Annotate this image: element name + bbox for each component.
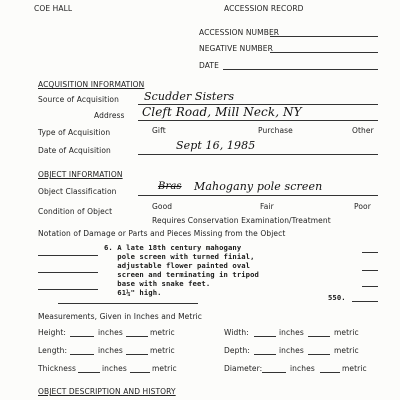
width-inches-label: inches	[279, 328, 304, 337]
source-value[interactable]: Scudder Sisters	[144, 90, 235, 103]
condition-option-fair[interactable]: Fair	[260, 202, 274, 211]
length-metric-label: metric	[150, 346, 175, 355]
height-inches-field[interactable]	[70, 336, 94, 337]
type-label: Type of Acquisition	[38, 128, 111, 137]
damage-label: Notation of Damage or Parts and Pieces Missing from the Object	[38, 229, 286, 238]
width-metric-label: metric	[334, 328, 359, 337]
thickness-metric-label: metric	[152, 364, 177, 373]
address-line	[138, 120, 378, 121]
damage-blank-line-6[interactable]	[362, 270, 378, 271]
damage-blank-line-5[interactable]	[362, 252, 378, 253]
damage-blank-line-4[interactable]	[58, 303, 198, 304]
diameter-metric-label: metric	[342, 364, 367, 373]
thickness-metric-field[interactable]	[130, 372, 150, 373]
diameter-inches-label: inches	[290, 364, 315, 373]
description-section-title: OBJECT DESCRIPTION AND HISTORY	[38, 387, 176, 396]
diameter-metric-field[interactable]	[320, 372, 340, 373]
price-line	[352, 301, 378, 302]
date-label: DATE	[199, 61, 219, 70]
damage-blank-line-1[interactable]	[38, 255, 98, 256]
source-label: Source of Acquisition	[38, 95, 119, 104]
typed-object-description: 6. A late 18th century mahogany pole screen with turned finial, adjustable flower painted oval screen and terminating in tripod base with snake feet. 61¼" high.	[104, 243, 259, 297]
form-title: ACCESSION RECORD	[224, 4, 304, 13]
condition-label: Condition of Object	[38, 207, 113, 216]
acq-date-line	[138, 154, 378, 155]
thickness-inches-field[interactable]	[78, 372, 100, 373]
length-metric-field[interactable]	[126, 354, 148, 355]
height-label: Height:	[38, 328, 67, 337]
classification-value[interactable]: Mahogany pole screen	[194, 180, 323, 193]
classification-line	[138, 195, 378, 196]
width-inches-field[interactable]	[254, 336, 276, 337]
height-inches-label: inches	[98, 328, 123, 337]
classification-struck-value: Bras	[158, 181, 182, 192]
height-metric-field[interactable]	[126, 336, 148, 337]
acq-date-value[interactable]: Sept 16, 1985	[176, 139, 256, 152]
diameter-label: Diameter:	[224, 364, 263, 373]
height-metric-label: metric	[150, 328, 175, 337]
diameter-inches-field[interactable]	[262, 372, 286, 373]
type-option-gift[interactable]: Gift	[152, 126, 166, 135]
thickness-inches-label: inches	[102, 364, 127, 373]
type-option-purchase[interactable]: Purchase	[258, 126, 293, 135]
damage-blank-line-7[interactable]	[362, 286, 378, 287]
depth-metric-field[interactable]	[308, 354, 330, 355]
width-label: Width:	[224, 328, 249, 337]
damage-blank-line-3[interactable]	[38, 289, 98, 290]
accession-number-label: ACCESSION NUMBER	[199, 28, 280, 37]
type-option-other[interactable]: Other	[352, 126, 374, 135]
address-label: Address	[94, 111, 125, 120]
length-label: Length:	[38, 346, 68, 355]
acquisition-section-title: ACQUISITION INFORMATION	[38, 80, 145, 89]
conservation-label: Requires Conservation Examination/Treatment	[152, 216, 331, 225]
depth-inches-field[interactable]	[254, 354, 276, 355]
damage-blank-line-2[interactable]	[38, 272, 98, 273]
negative-number-label: NEGATIVE NUMBER	[199, 44, 273, 53]
measurements-title: Measurements, Given in Inches and Metric	[38, 312, 203, 321]
classification-label: Object Classification	[38, 187, 117, 196]
depth-inches-label: inches	[279, 346, 304, 355]
depth-label: Depth:	[224, 346, 250, 355]
thickness-label: Thickness	[38, 364, 76, 373]
institution-name: COE HALL	[34, 4, 73, 13]
width-metric-field[interactable]	[308, 336, 330, 337]
length-inches-label: inches	[98, 346, 123, 355]
date-line[interactable]	[223, 69, 378, 70]
address-value[interactable]: Cleft Road, Mill Neck, NY	[142, 105, 302, 119]
negative-number-line[interactable]	[270, 52, 378, 53]
acq-date-label: Date of Acquisition	[38, 146, 111, 155]
condition-option-good[interactable]: Good	[152, 202, 173, 211]
length-inches-field[interactable]	[70, 354, 94, 355]
typed-price: 550.	[328, 293, 346, 302]
condition-option-poor[interactable]: Poor	[354, 202, 371, 211]
object-section-title: OBJECT INFORMATION	[38, 170, 123, 179]
depth-metric-label: metric	[334, 346, 359, 355]
accession-number-line[interactable]	[270, 36, 378, 37]
